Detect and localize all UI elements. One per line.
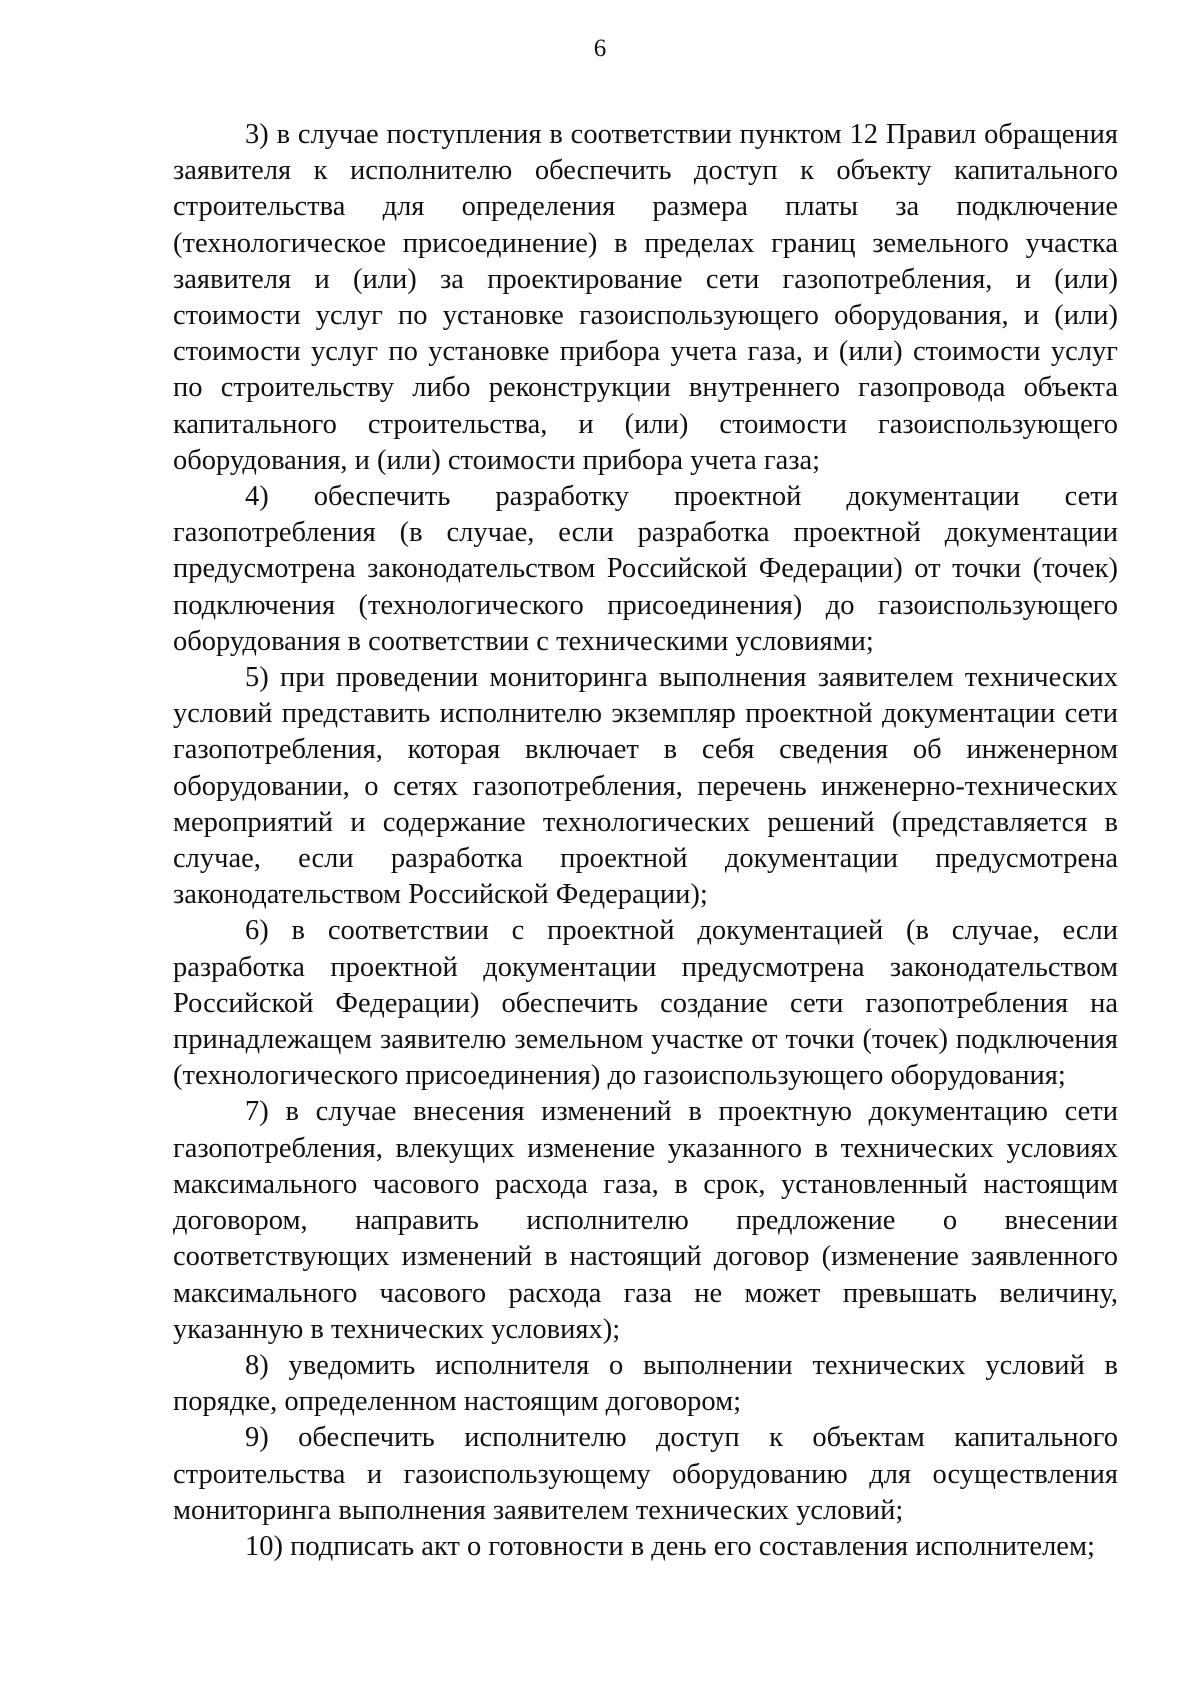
paragraph-item-4: 4) обеспечить разработку проектной документации сети газопотребления (в случае, если разработка проектной документации предусмотрена законодательством Российской Федерации) от точки (точек) подключения (технологического присоединения) до газоиспользующего оборудования в соответствии с техническими условиями;	[173, 481, 1118, 657]
paragraph-item-6: 6) в соответствии с проектной документацией (в случае, если разработка проектной документации предусмотрена законодательством Российской Федерации) обеспечить создание сети газопотребления на принадлежащем заявителю земельном участке от точки (точек) подключения (технологического присоединения) до газоиспользующего оборудования;	[173, 915, 1118, 1092]
paragraph-item-10: 10) подписать акт о готовности в день его составления исполнителем;	[245, 1530, 1095, 1562]
paragraph-item-5: 5) при проведении мониторинга выполнения заявителем технических условий представить исполнителю экземпляр проектной документации сети газопотребления, которая включает в себя сведения об инженерном оборудовании, о сетях газопотребления, перечень инженерно-технических мероприятий и содержание технологических решений (представляется в случае, если разработка проектной документации предусмотрена законодательством Российской Федерации);	[173, 662, 1118, 911]
document-body	[173, 117, 1118, 1565]
paragraph-item-9: 9) обеспечить исполнителю доступ к объектам капитального строительства и газоиспользующему оборудованию для осуществления мониторинга выполнения заявителем технических условий;	[173, 1422, 1118, 1526]
paragraph-item-7: 7) в случае внесения изменений в проектную документацию сети газопотребления, влекущих изменение указанного в технических условиях максимального часового расхода газа, в срок, установленный настоящим договором, направить исполнителю предложение о внесении соответствующих изменений в настоящий договор (изменение заявленного максимального часового расхода газа не может превышать величину, указанную в технических условиях);	[173, 1096, 1118, 1345]
page-number: 6	[593, 35, 607, 62]
paragraph-item-8: 8) уведомить исполнителя о выполнении технических условий в порядке, определенном настоящим договором;	[173, 1349, 1118, 1418]
paragraph-item-3: 3) в случае поступления в соответствии пунктом 12 Правил обращения заявителя к исполнителю обеспечить доступ к объекту капитального строительства для определения размера платы за подключение (технологическое присоединение) в пределах границ земельного участка заявителя и (или) за проектирование сети газопотребления, и (или) стоимости услуг по установке газоиспользующего оборудования, и (или) стоимости услуг по установке прибора учета газа, и (или) стоимости услуг по строительству либо реконструкции внутреннего газопровода объекта капитального строительства, и (или) стоимости газоиспользующего оборудования, и (или) стоимости прибора учета газа;	[173, 119, 1118, 476]
